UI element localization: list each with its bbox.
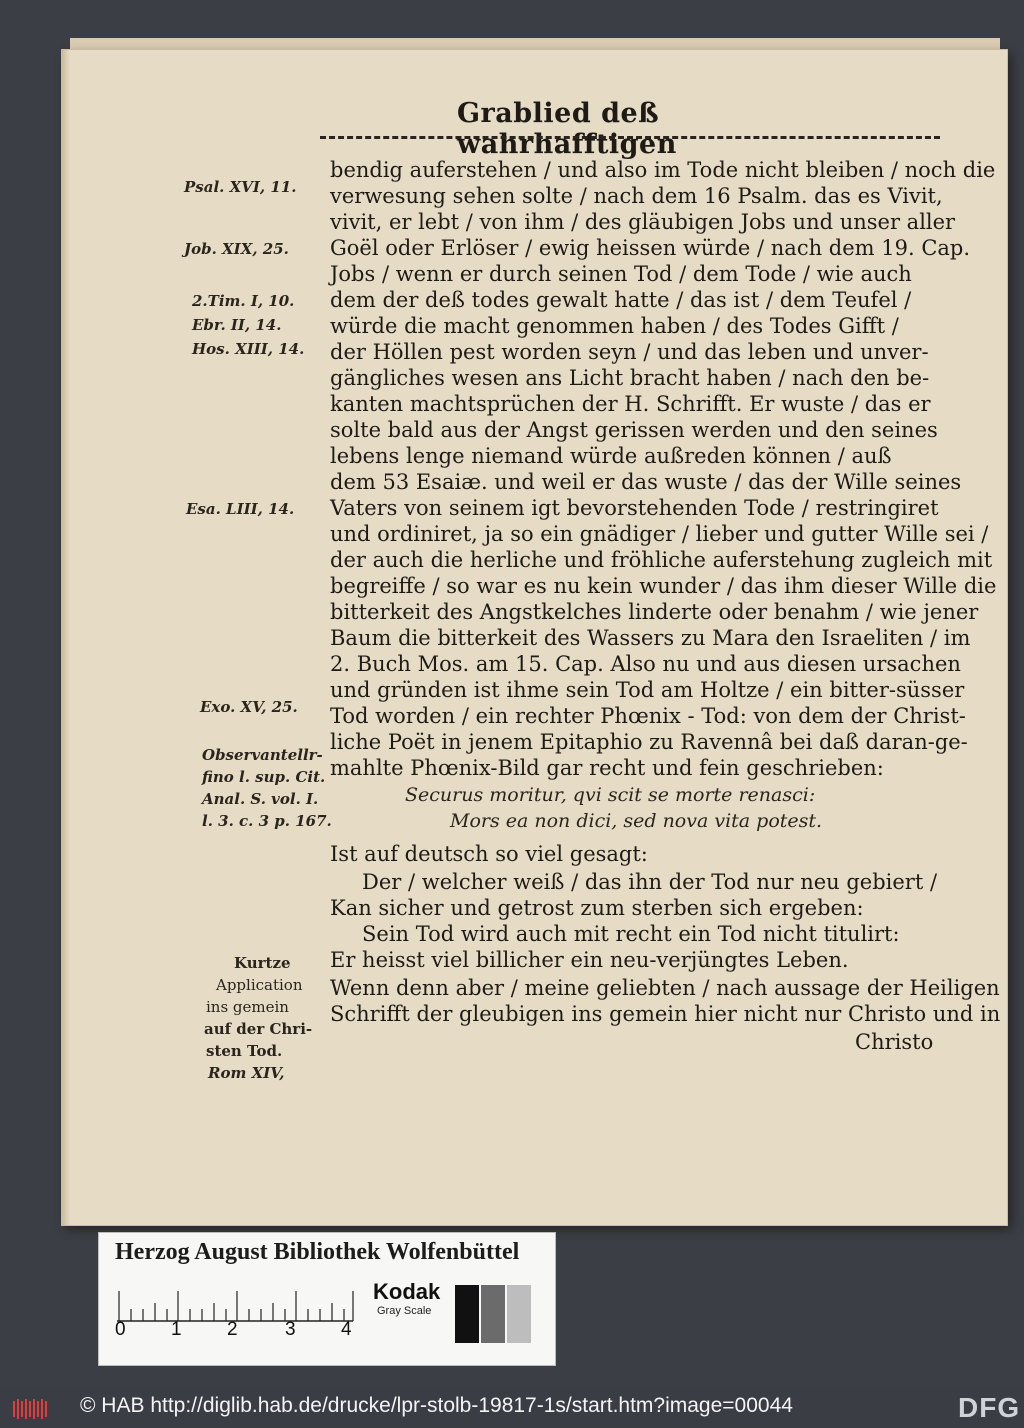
- gray-scale-label: Gray Scale: [377, 1305, 432, 1317]
- margin-note: Rom XIV,: [208, 1064, 285, 1082]
- text-line: vivit, er lebt / von ihm / des gläubigen Jobs und unser aller: [330, 210, 956, 234]
- page-edge: [62, 50, 70, 1225]
- footer-url[interactable]: © HAB http://diglib.hab.de/drucke/lpr-stolb-19817-1s/start.htm?image=00044: [80, 1394, 793, 1417]
- gray-swatch-light: [507, 1285, 531, 1343]
- head-rule: [320, 136, 940, 139]
- margin-note: Job. XIX, 25.: [184, 240, 289, 258]
- margin-note: Ebr. II, 14.: [192, 316, 282, 334]
- ruler-number: 1: [171, 1319, 182, 1340]
- text-line: bendig auferstehen / und also im Tode nicht bleiben / noch die: [330, 158, 996, 182]
- margin-note: Observantellr-: [202, 746, 323, 764]
- margin-note: sten Tod.: [206, 1042, 283, 1060]
- latin-verse-line: Securus moritur, qvi scit se morte renasci:: [405, 784, 816, 806]
- margin-note: Psal. XVI, 11.: [184, 178, 297, 196]
- latin-verse-line: Mors ea non dici, sed nova vita potest.: [450, 810, 823, 832]
- margin-note: Exo. XV, 25.: [200, 698, 298, 716]
- dfg-logo: DFG: [958, 1392, 1021, 1423]
- text-line: dem 53 Esaiæ. und weil er das wuste / das der Wille seines: [330, 470, 962, 494]
- text-line: 2. Buch Mos. am 15. Cap. Also nu und aus diesen ursachen: [330, 652, 961, 676]
- text-line: kanten machtsprüchen der H. Schrifft. Er wuste / das er: [330, 392, 931, 416]
- text-line: mahlte Phœnix-Bild gar recht und fein geschrieben:: [330, 756, 884, 780]
- margin-note: Anal. S. vol. I.: [202, 790, 319, 808]
- ruler-number: 2: [227, 1319, 238, 1340]
- text-line: und gründen ist ihme sein Tod am Holtze / ein bitter-süsser: [330, 678, 965, 702]
- text-line: Tod worden / ein rechter Phœnix - Tod: von dem der Christ-: [330, 704, 966, 728]
- verse-line: Kan sicher und getrost zum sterben sich ergeben:: [330, 896, 864, 920]
- kodak-brand: Kodak: [373, 1279, 441, 1304]
- margin-note: l. 3. c. 3 p. 167.: [202, 812, 332, 830]
- text-line: Wenn denn aber / meine geliebten / nach aussage der Heiligen: [330, 976, 1000, 1000]
- text-line: Schrifft der gleubigen ins gemein hier nicht nur Christo und in: [330, 1002, 1001, 1026]
- gray-swatch-black: [455, 1285, 479, 1343]
- verse-line: Sein Tod wird auch mit recht ein Tod nicht titulirt:: [362, 922, 900, 946]
- text-line: der auch die herliche und fröhliche auferstehung zugleich mit: [330, 548, 993, 572]
- margin-note: fino l. sup. Cit.: [202, 768, 326, 786]
- library-name: Herzog August Bibliothek Wolfenbüttel: [115, 1239, 520, 1265]
- text-line: Vaters von seinem igt bevorstehenden Tode / restringiret: [330, 496, 939, 520]
- text-line: der Höllen pest worden seyn / und das leben und unver-: [330, 340, 929, 364]
- color-calibration-card: [98, 1232, 556, 1366]
- text-line: gängliches wesen ans Licht bracht haben / nach den be-: [330, 366, 930, 390]
- catchword: Christo: [855, 1030, 934, 1054]
- text-line: Ist auf deutsch so viel gesagt:: [330, 842, 648, 866]
- margin-note: Esa. LIII, 14.: [186, 500, 295, 518]
- text-line: verwesung sehen solte / nach dem 16 Psalm. das es Vivit,: [330, 184, 943, 208]
- text-line: Jobs / wenn er durch seinen Tod / dem Tode / wie auch: [330, 262, 912, 286]
- ruler-number: 0: [115, 1319, 126, 1340]
- text-line: Goël oder Erlöser / ewig heissen würde / nach dem 19. Cap.: [330, 236, 971, 260]
- running-head: Grablied deß wahrhafftigen: [457, 98, 677, 160]
- text-line: würde die macht genommen haben / des Todes Gifft /: [330, 314, 899, 338]
- margin-note: Hos. XIII, 14.: [192, 340, 305, 358]
- text-line: und ordiniret, ja so ein gnädiger / lieber und gutter Wille sei /: [330, 522, 989, 546]
- verse-line: Er heisst viel billicher ein neu-verjüngtes Leben.: [330, 948, 849, 972]
- margin-note: auf der Chri-: [204, 1020, 313, 1038]
- footer-bar: [0, 1390, 1024, 1428]
- hab-logo-icon: [12, 1398, 50, 1420]
- ruler-scale: [117, 1285, 357, 1323]
- margin-note: ins gemein: [206, 998, 289, 1016]
- text-line: liche Poët in jenem Epitaphio zu Ravennâ bei daß daran-ge-: [330, 730, 968, 754]
- book-page: [62, 50, 1007, 1225]
- text-line: solte bald aus der Angst gerissen werden und den seines: [330, 418, 938, 442]
- margin-note: Kurtze: [234, 954, 291, 972]
- ruler-number: 3: [285, 1319, 296, 1340]
- verse-line: Der / welcher weiß / das ihn der Tod nur neu gebiert /: [362, 870, 938, 894]
- text-line: bitterkeit des Angstkelches linderte oder benahm / wie jener: [330, 600, 979, 624]
- text-line: dem der deß todes gewalt hatte / das ist / dem Teufel /: [330, 288, 912, 312]
- text-line: begreiffe / so war es nu kein wunder / das ihm dieser Wille die: [330, 574, 997, 598]
- text-line: Baum die bitterkeit des Wassers zu Mara den Israeliten / im: [330, 626, 971, 650]
- text-line: lebens lenge niemand würde außreden können / auß: [330, 444, 892, 468]
- ruler-number: 4: [341, 1319, 352, 1340]
- gray-swatch-mid: [481, 1285, 505, 1343]
- margin-note: 2.Tim. I, 10.: [192, 292, 295, 310]
- margin-note: Application: [216, 976, 303, 994]
